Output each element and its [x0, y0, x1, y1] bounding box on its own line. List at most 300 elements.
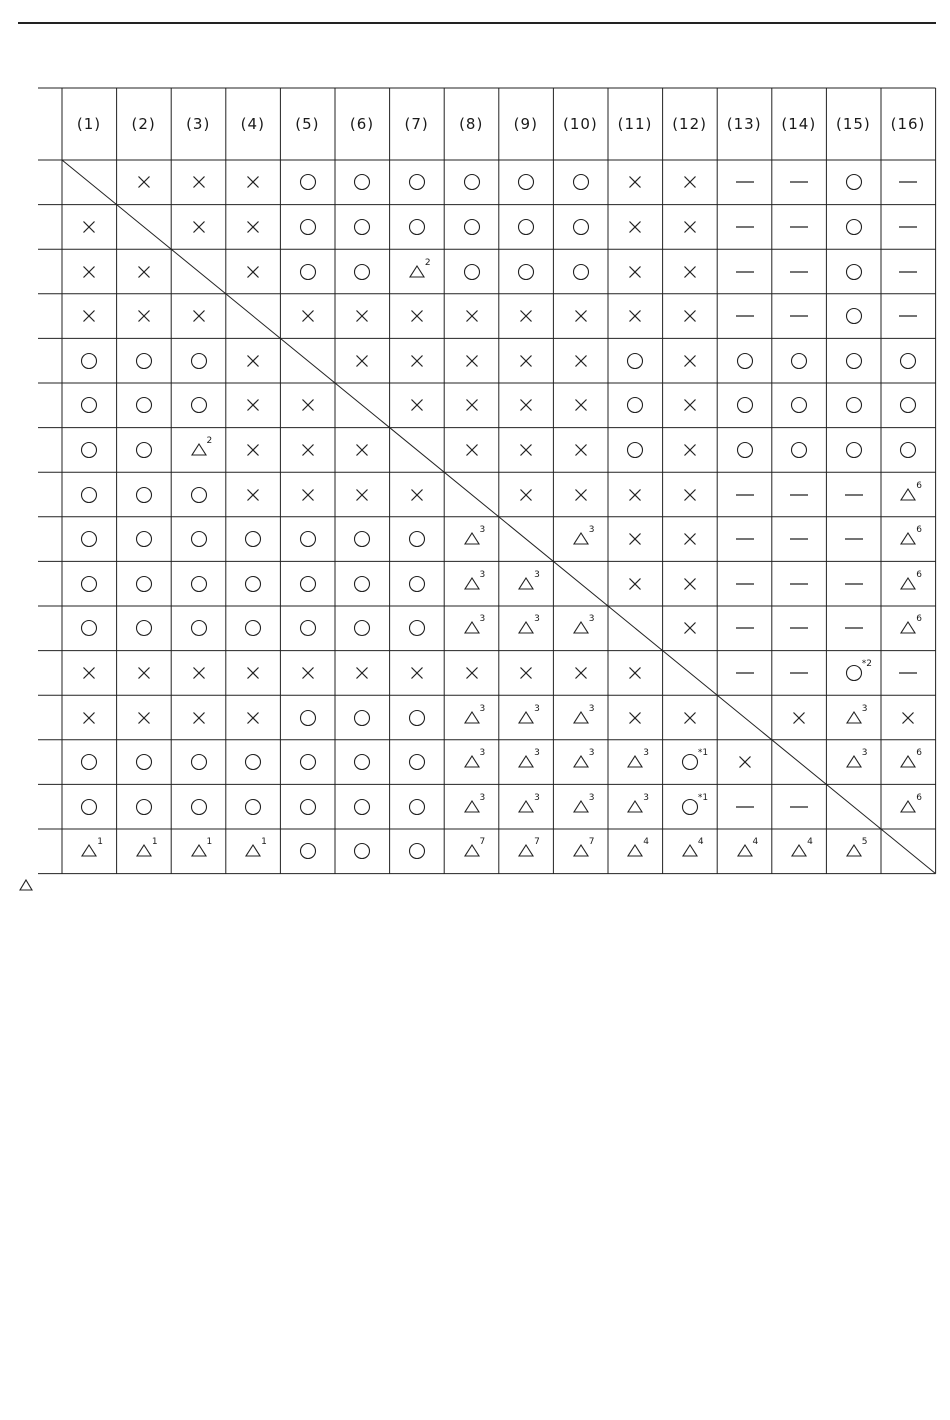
circle-icon: [134, 752, 154, 772]
superscript-label: 3: [479, 748, 486, 759]
cross-icon: [625, 708, 645, 728]
cross-icon: [680, 306, 700, 326]
superscript-label: 3: [861, 748, 868, 759]
triangle-icon: [571, 797, 591, 817]
circle-icon: [844, 351, 864, 371]
circle-icon: [844, 440, 864, 460]
cross-icon: [680, 217, 700, 237]
triangle-icon: [516, 752, 536, 772]
triangle-icon: [516, 574, 536, 594]
triangle-icon: [462, 574, 482, 594]
cross-icon: [680, 708, 700, 728]
dash-icon: [898, 217, 918, 237]
column-header: (12): [672, 115, 707, 133]
circle-icon: [79, 351, 99, 371]
superscript-label: 3: [643, 748, 650, 759]
cross-icon: [79, 708, 99, 728]
circle-icon: [189, 485, 209, 505]
cross-icon: [352, 485, 372, 505]
circle-icon: [898, 395, 918, 415]
dash-icon: [735, 618, 755, 638]
superscript-label: 3: [534, 748, 540, 759]
superscript-label: 6: [916, 748, 923, 759]
circle-icon: [407, 217, 427, 237]
cross-icon: [625, 529, 645, 549]
circle-icon: [516, 262, 536, 282]
dash-icon: [898, 663, 918, 683]
cross-icon: [789, 708, 809, 728]
dash-icon: [735, 663, 755, 683]
triangle-icon: [516, 841, 536, 861]
column-header: (4): [240, 115, 265, 133]
triangle-icon: [462, 752, 482, 772]
dash-icon: [844, 529, 864, 549]
triangle-icon: [571, 618, 591, 638]
triangle-icon: [898, 485, 918, 505]
triangle-icon: [898, 574, 918, 594]
circle-icon: [352, 574, 372, 594]
dash-icon: [735, 529, 755, 549]
cross-icon: [352, 663, 372, 683]
circle-icon: [298, 618, 318, 638]
column-header: (16): [890, 115, 926, 133]
cross-icon: [189, 217, 209, 237]
triangle-icon: [571, 708, 591, 728]
circle-icon: [462, 172, 482, 192]
triangle-icon: [516, 618, 536, 638]
circle-icon: [625, 395, 645, 415]
cross-icon: [625, 663, 645, 683]
superscript-label: 1: [151, 837, 158, 848]
circle-icon: [79, 485, 99, 505]
circle-icon: [134, 351, 154, 371]
dash-icon: [898, 306, 918, 326]
cross-icon: [680, 574, 700, 594]
cross-icon: [79, 306, 99, 326]
superscript-label: 6: [916, 792, 923, 803]
triangle-icon: [407, 262, 427, 282]
triangle-icon: [844, 708, 864, 728]
superscript-label: 4: [643, 837, 650, 848]
circle-icon: [516, 172, 536, 192]
circle-icon: [462, 217, 482, 237]
cross-icon: [680, 351, 700, 371]
triangle-icon: [462, 529, 482, 549]
dash-icon: [735, 485, 755, 505]
cross-icon: [134, 172, 154, 192]
cross-icon: [462, 663, 482, 683]
superscript-label: *2: [861, 658, 872, 669]
cross-icon: [189, 172, 209, 192]
triangle-icon: [516, 797, 536, 817]
circle-icon: [680, 797, 700, 817]
superscript-label: 3: [588, 525, 595, 536]
superscript-label: 3: [588, 792, 595, 803]
dash-icon: [735, 172, 755, 192]
cross-icon: [571, 485, 591, 505]
superscript-label: 3: [643, 792, 650, 803]
circle-icon: [352, 797, 372, 817]
circle-icon: [571, 172, 591, 192]
triangle-icon: [571, 752, 591, 772]
circle-icon: [407, 708, 427, 728]
circle-icon: [189, 529, 209, 549]
cross-icon: [625, 485, 645, 505]
triangle-icon: [571, 529, 591, 549]
circle-icon: [352, 708, 372, 728]
triangle-icon: [680, 841, 700, 861]
circle-icon: [134, 395, 154, 415]
superscript-label: 3: [534, 614, 540, 625]
circle-icon: [189, 797, 209, 817]
cross-icon: [134, 262, 154, 282]
cross-icon: [680, 529, 700, 549]
column-header: (5): [295, 115, 320, 133]
cross-icon: [243, 440, 263, 460]
dash-icon: [789, 797, 809, 817]
triangle-icon: [898, 529, 918, 549]
cross-icon: [407, 485, 427, 505]
cross-icon: [516, 351, 536, 371]
triangle-icon: [571, 841, 591, 861]
triangle-icon: [189, 440, 209, 460]
circle-icon: [134, 485, 154, 505]
cross-icon: [516, 395, 536, 415]
cross-icon: [625, 217, 645, 237]
circle-icon: [844, 306, 864, 326]
cross-icon: [189, 708, 209, 728]
circle-icon: [79, 797, 99, 817]
circle-icon: [898, 440, 918, 460]
circle-icon: [789, 395, 809, 415]
cross-icon: [735, 752, 755, 772]
circle-icon: [844, 395, 864, 415]
triangle-icon: [134, 841, 154, 861]
circle-icon: [898, 351, 918, 371]
superscript-label: 7: [534, 837, 540, 848]
superscript-label: 3: [479, 614, 486, 625]
cross-icon: [462, 306, 482, 326]
superscript-label: 4: [807, 837, 813, 848]
circle-icon: [844, 262, 864, 282]
circle-icon: [134, 440, 154, 460]
cross-icon: [243, 172, 263, 192]
superscript-label: 3: [861, 703, 868, 714]
cross-icon: [298, 440, 318, 460]
superscript-label: 3: [534, 703, 540, 714]
dash-icon: [735, 262, 755, 282]
cross-icon: [516, 440, 536, 460]
dash-icon: [789, 262, 809, 282]
circle-icon: [844, 663, 864, 683]
circle-icon: [79, 440, 99, 460]
cross-icon: [571, 395, 591, 415]
circle-icon: [462, 262, 482, 282]
circle-icon: [79, 574, 99, 594]
cross-icon: [516, 663, 536, 683]
cross-icon: [243, 351, 263, 371]
circle-icon: [571, 217, 591, 237]
triangle-icon: [789, 841, 809, 861]
cross-icon: [516, 306, 536, 326]
circle-icon: [79, 395, 99, 415]
cross-icon: [462, 351, 482, 371]
circle-icon: [407, 574, 427, 594]
circle-icon: [516, 217, 536, 237]
cross-icon: [625, 262, 645, 282]
cross-icon: [134, 708, 154, 728]
dash-icon: [789, 663, 809, 683]
circle-icon: [352, 262, 372, 282]
dash-icon: [735, 574, 755, 594]
triangle-icon: [462, 618, 482, 638]
triangle-icon: [243, 841, 263, 861]
triangle-icon: [625, 797, 645, 817]
circle-icon: [298, 841, 318, 861]
superscript-label: 3: [588, 614, 595, 625]
cross-icon: [625, 172, 645, 192]
cross-icon: [352, 306, 372, 326]
circle-icon: [189, 574, 209, 594]
triangle-icon: [898, 618, 918, 638]
triangle-icon: [898, 797, 918, 817]
circle-icon: [298, 172, 318, 192]
circle-icon: [625, 440, 645, 460]
cross-icon: [134, 663, 154, 683]
circle-icon: [298, 529, 318, 549]
superscript-label: 5: [861, 837, 868, 848]
circle-icon: [189, 618, 209, 638]
cross-icon: [298, 485, 318, 505]
column-header: (8): [459, 115, 484, 133]
circle-icon: [298, 797, 318, 817]
circle-icon: [79, 529, 99, 549]
triangle-icon: [79, 841, 99, 861]
cross-icon: [352, 351, 372, 371]
column-header: (3): [186, 115, 211, 133]
cross-icon: [243, 395, 263, 415]
circle-icon: [352, 618, 372, 638]
dash-icon: [844, 574, 864, 594]
superscript-label: 2: [206, 435, 213, 446]
cross-icon: [298, 663, 318, 683]
circle-icon: [735, 351, 755, 371]
circle-icon: [298, 262, 318, 282]
circle-icon: [243, 797, 263, 817]
superscript-label: 3: [479, 569, 486, 580]
column-header: (2): [131, 115, 156, 133]
cross-icon: [680, 172, 700, 192]
cross-icon: [680, 262, 700, 282]
circle-icon: [844, 217, 864, 237]
circle-icon: [352, 529, 372, 549]
triangle-icon: [625, 841, 645, 861]
superscript-label: 3: [588, 748, 595, 759]
triangle-icon: [898, 752, 918, 772]
dash-icon: [789, 172, 809, 192]
dash-icon: [898, 172, 918, 192]
superscript-label: 6: [916, 569, 923, 580]
cross-icon: [243, 217, 263, 237]
superscript-label: 7: [588, 837, 595, 848]
cross-icon: [189, 663, 209, 683]
dash-icon: [735, 797, 755, 817]
cross-icon: [298, 395, 318, 415]
superscript-label: 6: [916, 480, 923, 491]
dash-icon: [735, 217, 755, 237]
superscript-label: 3: [479, 525, 486, 536]
superscript-label: 3: [588, 703, 595, 714]
superscript-label: 3: [534, 792, 540, 803]
superscript-label: *1: [697, 792, 709, 803]
circle-icon: [735, 395, 755, 415]
column-header: (6): [349, 115, 375, 133]
circle-icon: [79, 618, 99, 638]
dash-icon: [844, 618, 864, 638]
circle-icon: [352, 752, 372, 772]
superscript-label: 6: [916, 525, 923, 536]
circle-icon: [680, 752, 700, 772]
circle-icon: [407, 618, 427, 638]
cross-icon: [79, 663, 99, 683]
circle-icon: [243, 752, 263, 772]
dash-icon: [898, 262, 918, 282]
cross-icon: [898, 708, 918, 728]
cross-icon: [79, 262, 99, 282]
superscript-label: 2: [424, 257, 431, 268]
superscript-label: 4: [752, 837, 759, 848]
circle-icon: [407, 529, 427, 549]
cross-icon: [407, 306, 427, 326]
superscript-label: 3: [534, 569, 540, 580]
column-header: (15): [835, 115, 871, 133]
dash-icon: [789, 217, 809, 237]
column-header: (11): [617, 115, 653, 133]
superscript-label: 3: [479, 792, 486, 803]
circle-icon: [79, 752, 99, 772]
column-header: (9): [513, 115, 538, 133]
superscript-label: 1: [261, 837, 267, 848]
cross-icon: [462, 440, 482, 460]
circle-icon: [352, 217, 372, 237]
cross-icon: [680, 485, 700, 505]
cross-icon: [680, 395, 700, 415]
superscript-label: *1: [697, 748, 709, 759]
cross-icon: [298, 306, 318, 326]
cross-icon: [134, 306, 154, 326]
dash-icon: [789, 306, 809, 326]
circle-icon: [298, 217, 318, 237]
column-header: (7): [404, 115, 429, 133]
circle-icon: [134, 574, 154, 594]
cross-icon: [243, 262, 263, 282]
triangle-icon: [516, 708, 536, 728]
circle-icon: [134, 797, 154, 817]
circle-icon: [789, 351, 809, 371]
dash-icon: [735, 306, 755, 326]
cross-icon: [243, 663, 263, 683]
circle-icon: [407, 797, 427, 817]
superscript-label: 3: [479, 703, 486, 714]
cross-icon: [571, 306, 591, 326]
circle-icon: [407, 172, 427, 192]
dash-icon: [789, 529, 809, 549]
circle-icon: [625, 351, 645, 371]
circle-icon: [407, 841, 427, 861]
circle-icon: [407, 752, 427, 772]
cross-icon: [680, 618, 700, 638]
column-header: (13): [726, 115, 762, 133]
cross-icon: [352, 440, 372, 460]
circle-icon: [844, 172, 864, 192]
cross-icon: [571, 663, 591, 683]
cross-icon: [571, 440, 591, 460]
cross-icon: [462, 395, 482, 415]
column-header: (14): [781, 115, 817, 133]
cross-icon: [407, 351, 427, 371]
circle-icon: [243, 618, 263, 638]
dash-icon: [789, 618, 809, 638]
circle-icon: [789, 440, 809, 460]
triangle-icon: [735, 841, 755, 861]
column-header: (1): [76, 115, 102, 133]
superscript-label: 1: [97, 837, 104, 848]
superscript-label: 7: [479, 837, 486, 848]
cross-icon: [625, 306, 645, 326]
circle-icon: [298, 708, 318, 728]
cross-icon: [625, 574, 645, 594]
cross-icon: [516, 485, 536, 505]
cross-icon: [79, 217, 99, 237]
column-header: (10): [562, 115, 598, 133]
circle-icon: [298, 752, 318, 772]
dash-icon: [844, 485, 864, 505]
dash-icon: [789, 485, 809, 505]
triangle-icon: [462, 841, 482, 861]
cross-icon: [571, 351, 591, 371]
circle-icon: [134, 618, 154, 638]
cross-icon: [243, 708, 263, 728]
triangle-icon: [844, 841, 864, 861]
cross-icon: [407, 663, 427, 683]
triangle-icon: [625, 752, 645, 772]
cross-icon: [189, 306, 209, 326]
circle-icon: [243, 529, 263, 549]
circle-icon: [243, 574, 263, 594]
circle-icon: [735, 440, 755, 460]
circle-icon: [352, 172, 372, 192]
cross-icon: [680, 440, 700, 460]
superscript-label: 1: [206, 837, 213, 848]
superscript-label: 4: [697, 837, 704, 848]
cross-icon: [407, 395, 427, 415]
cross-icon: [243, 485, 263, 505]
circle-icon: [189, 351, 209, 371]
circle-icon: [189, 395, 209, 415]
dash-icon: [789, 574, 809, 594]
triangle-icon: [462, 708, 482, 728]
circle-icon: [571, 262, 591, 282]
triangle-icon: [844, 752, 864, 772]
circle-icon: [134, 529, 154, 549]
circle-icon: [189, 752, 209, 772]
superscript-label: 6: [916, 614, 923, 625]
triangle-icon: [189, 841, 209, 861]
circle-icon: [298, 574, 318, 594]
circle-icon: [352, 841, 372, 861]
triangle-icon: [462, 797, 482, 817]
triangle-icon: [18, 878, 34, 892]
